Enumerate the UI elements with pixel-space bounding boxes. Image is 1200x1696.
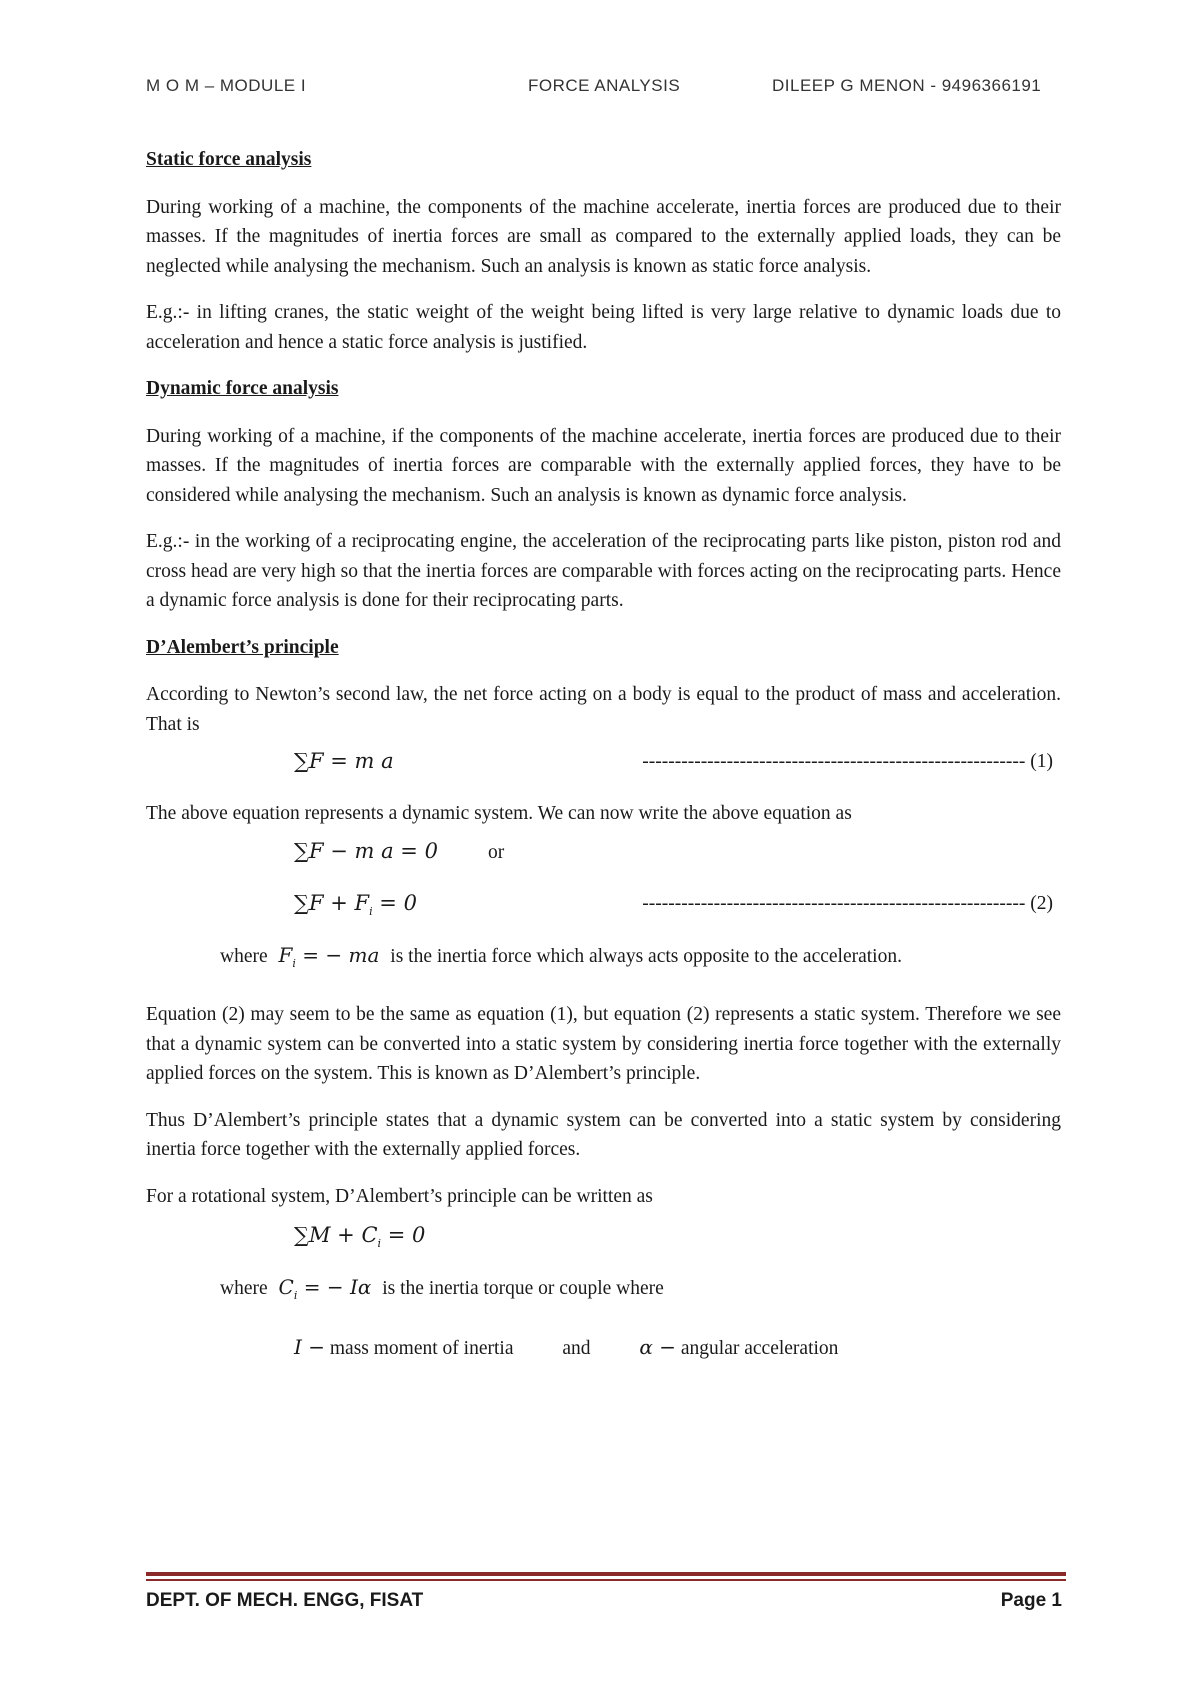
where-label-2: where [220,1278,268,1299]
equation-2b-subscript: i [369,904,373,918]
header-topic: FORCE ANALYSIS [528,76,681,95]
moment-of-inertia-symbol: I − [294,1334,326,1359]
equation-1-row [146,747,1061,777]
where-inertia-force [220,941,1061,979]
equation-2a-row [146,837,1061,867]
equation-3-main: ∑M + C [294,1223,378,1247]
heading-dynamic-force-analysis: Dynamic force analysis [146,378,339,399]
dynamic-paragraph-example: E.g.:- in the working of a reciprocating engine, the acceleration of the reciprocating parts like piston, piston rod and cross head are very high so that the inertia forces are comparable with forces acting on the reciprocating parts. Hence a dynamic force analysis is done for their reciprocating parts. [146,531,1061,611]
equation-3-row [146,1221,1061,1251]
inertia-force-subscript: i [292,956,296,970]
inertia-force-symbol: F [278,942,293,967]
inertia-force-rest: = − ma [295,942,380,967]
inertia-force-description: is the inertia force which always acts opposite to the acceleration. [390,945,902,967]
footer-rule-thin [146,1579,1066,1581]
static-paragraph-example: E.g.:- in lifting cranes, the static weight of the weight being lifted is very large relative to dynamic loads due to acceleration and hence a static force analysis is justified. [146,302,1061,353]
equation-2b-rest: = 0 [372,890,417,915]
dalembert-paragraph-2: The above equation represents a dynamic system. We can now write the above equation as [146,803,852,824]
where-inertia-torque [220,1273,1061,1311]
equation-2a [294,837,504,868]
static-paragraph-1: During working of a machine, the components of the machine accelerate, inertia forces are produced due to their masses. If the magnitudes of inertia forces are small as compared to the externally applied loads, they can be neglected while analysing the mechanism. Such an analysis is known as static force analysis. [146,196,1061,277]
equation-or: or [487,841,505,863]
inertia-torque-rest: = − Iα [297,1275,372,1299]
header-author: DILEEP G MENON - 9496366191 [772,76,1042,95]
equation-2b-main: ∑F + F [294,890,370,915]
heading-dalembert-principle: D’Alembert’s principle [146,636,339,658]
inertia-torque-symbol: C [278,1275,294,1299]
footer-department: DEPT. OF MECH. ENGG, FISAT [146,1590,424,1611]
equation-3-subscript: i [377,1237,382,1251]
dynamic-paragraph-1: During working of a machine, if the components of the machine accelerate, inertia forces are produced due to their masses. If the magnitudes of inertia forces are comparable with the externally applied forces, they have to be considered while analysing the mechanism. Such an analysis is known as dynamic force analysis. [146,425,1061,506]
moment-of-inertia-text: mass moment of inertia [329,1337,514,1359]
inertia-torque-math [278,1275,372,1302]
dalembert-paragraph-3: Equation (2) may seem to be the same as equation (1), but equation (2) represents a static system. Therefore we see that a dynamic system can be converted into a static system by considering inertia force together with the externally applied forces on the system. This is known as D’Alembert’s principle. [146,1004,1061,1084]
equation-3 [294,1221,425,1259]
angular-acceleration-symbol: α − [639,1334,677,1359]
inertia-force-math [278,942,380,970]
page-content [146,145,1061,1363]
equation-2b-row [146,889,1061,919]
equation-3-rest: = 0 [381,1223,426,1247]
equation-1: ∑F = m a [294,749,394,773]
equation-2-tag: ----------------------------------------------------------- (2) [642,892,1053,914]
heading-static-force-analysis: Static force analysis [146,149,312,170]
inertia-torque-description: is the inertia torque or couple where [382,1278,664,1299]
dalembert-paragraph-5: For a rotational system, D’Alembert’s principle can be written as [146,1185,653,1207]
footer-rule-thick [146,1572,1066,1576]
equation-1-tag: ----------------------------------------------------------- (1) [642,751,1053,772]
dalembert-paragraph-1: According to Newton’s second law, the net force acting on a body is equal to the product of mass and acceleration. That is [146,684,1061,735]
inertia-torque-subscript: i [293,1289,298,1302]
angular-acceleration-text: angular acceleration [680,1337,839,1359]
header-module: M O M – MODULE I [146,76,307,95]
footer-page-number: Page 1 [1000,1590,1062,1611]
equation-2b [294,889,417,927]
definitions-and: and [562,1337,591,1359]
equation-2a-text: ∑F − m a = 0 [294,838,438,863]
dalembert-paragraph-4: Thus D’Alembert’s principle states that a dynamic system can be converted into a static system by considering inertia force together with the externally applied forces. [146,1109,1061,1160]
symbol-definitions [294,1333,1061,1364]
where-label: where [220,945,268,967]
